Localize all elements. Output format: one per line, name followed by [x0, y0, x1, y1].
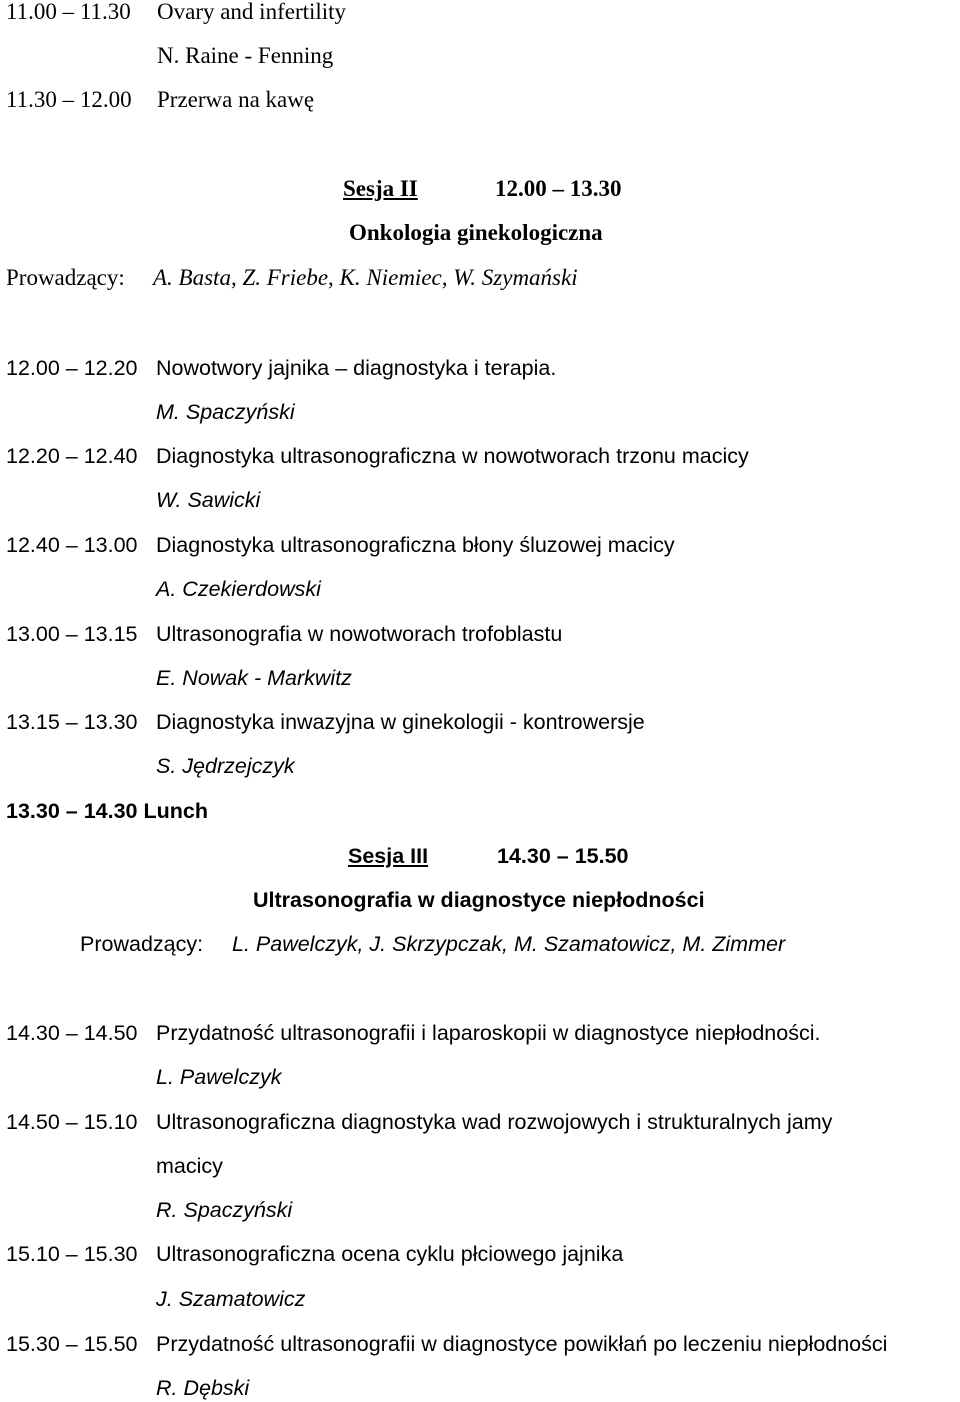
chairs-label: Prowadzący: — [80, 932, 204, 956]
speaker-name: N. Raine - Fenning — [157, 43, 334, 68]
talk-title: Przerwa na kawę — [157, 87, 315, 112]
talk-title: Ultrasonograficzna ocena cyklu płciowego jajnika — [156, 1242, 624, 1266]
speaker-name: M. Spaczyński — [156, 400, 295, 424]
talk-title: Ultrasonograficzna diagnostyka wad rozwojowych i strukturalnych jamy — [156, 1110, 833, 1134]
talk-title: Diagnostyka ultrasonograficzna błony śluzowej macicy — [156, 533, 675, 557]
chairs-names: A. Basta, Z. Friebe, K. Niemiec, W. Szymański — [153, 265, 578, 290]
time-slot: 12.20 – 12.40 — [6, 444, 138, 468]
time-slot: 15.30 – 15.50 — [6, 1332, 138, 1356]
speaker-name: W. Sawicki — [156, 488, 261, 512]
talk-title: Przydatność ultrasonografii w diagnostyce powikłań po leczeniu niepłodności — [156, 1332, 888, 1356]
time-slot: 14.50 – 15.10 — [6, 1110, 138, 1134]
speaker-name: S. Jędrzejczyk — [156, 754, 295, 778]
session-time: 14.30 – 15.50 — [497, 844, 629, 868]
session-label: Sesja III — [348, 844, 429, 868]
speaker-name: E. Nowak - Markwitz — [156, 666, 352, 690]
session-label: Sesja II — [343, 176, 418, 201]
lunch-break: 13.30 – 14.30 Lunch — [6, 799, 208, 823]
speaker-name: R. Spaczyński — [156, 1198, 293, 1222]
chairs-label: Prowadzący: — [6, 265, 125, 290]
speaker-name: A. Czekierdowski — [156, 577, 321, 601]
session-title: Onkologia ginekologiczna — [349, 220, 603, 245]
time-slot: 13.15 – 13.30 — [6, 710, 138, 734]
time-slot: 11.30 – 12.00 — [6, 87, 132, 112]
talk-title: Diagnostyka inwazyjna w ginekologii - kontrowersje — [156, 710, 645, 734]
time-slot: 14.30 – 14.50 — [6, 1021, 138, 1045]
speaker-name: L. Pawelczyk — [156, 1065, 282, 1089]
time-slot: 15.10 – 15.30 — [6, 1242, 138, 1266]
talk-title-continued: macicy — [156, 1154, 223, 1178]
speaker-name: J. Szamatowicz — [156, 1287, 306, 1311]
speaker-name: R. Dębski — [156, 1376, 250, 1400]
time-slot: 12.00 – 12.20 — [6, 356, 138, 380]
chairs-names: L. Pawelczyk, J. Skrzypczak, M. Szamatowicz, M. Zimmer — [232, 932, 786, 956]
talk-title: Ovary and infertility — [157, 0, 347, 24]
talk-title: Ultrasonografia w nowotworach trofoblastu — [156, 622, 563, 646]
session-time: 12.00 – 13.30 — [495, 176, 622, 201]
talk-title: Diagnostyka ultrasonograficzna w nowotworach trzonu macicy — [156, 444, 749, 468]
session-title: Ultrasonografia w diagnostyce niepłodności — [253, 888, 705, 912]
talk-title: Nowotwory jajnika – diagnostyka i terapia. — [156, 356, 557, 380]
time-slot: 11.00 – 11.30 — [6, 0, 131, 24]
time-slot: 13.00 – 13.15 — [6, 622, 138, 646]
talk-title: Przydatność ultrasonografii i laparoskopii w diagnostyce niepłodności. — [156, 1021, 821, 1045]
time-slot: 12.40 – 13.00 — [6, 533, 138, 557]
